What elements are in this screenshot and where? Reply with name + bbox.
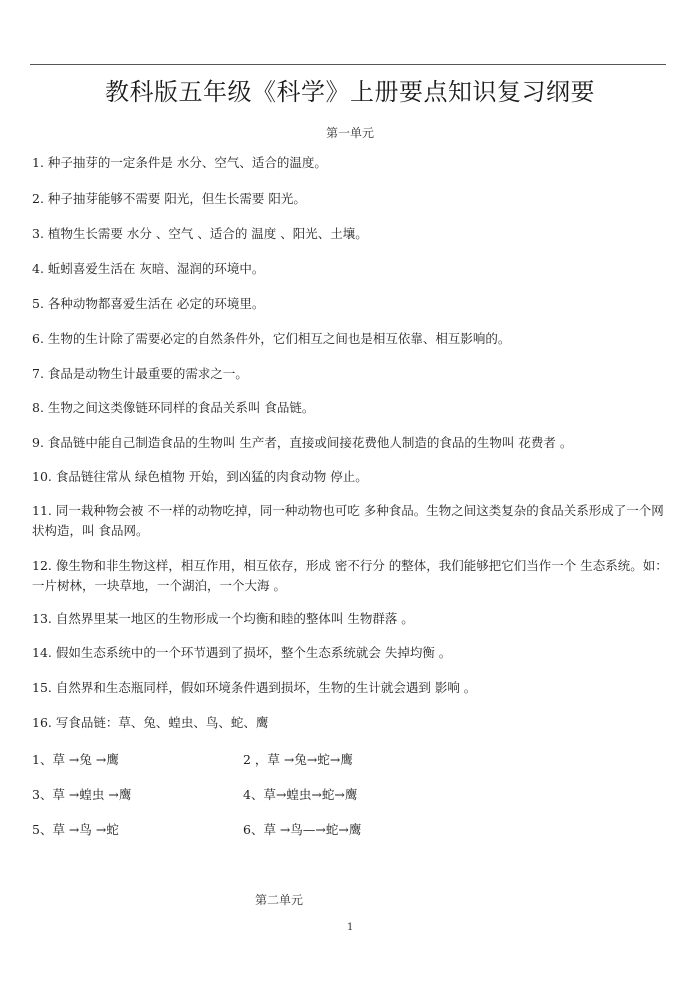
list-item: 6. 生物的生计除了需要必定的自然条件外，它们相互之间也是相互依靠、相互影响的。	[32, 331, 511, 346]
food-chain-item: 5、草 →鸟 →蛇	[32, 822, 119, 837]
list-item: 5. 各种动物都喜爱生活在 必定的环境里。	[32, 296, 265, 311]
list-item: 3. 植物生长需要 水分 、空气 、适合的 温度 、阳光、土壤。	[32, 226, 368, 241]
page-title: 教科版五年级《科学》上册要点知识复习纲要	[105, 78, 595, 106]
list-item: 14. 假如生态系统中的一个环节遇到了损坏，整个生态系统就会 失掉均衡 。	[32, 645, 452, 660]
list-item: 4. 蚯蚓喜爱生活在 灰暗、湿润的环境中。	[32, 261, 265, 276]
unit-heading-2: 第二单元	[255, 893, 304, 907]
list-item: 2. 种子抽芽能够不需要 阳光，但生长需要 阳光。	[32, 191, 306, 206]
food-chain-item: 6、草 →鸟—→蛇→鹰	[243, 822, 362, 837]
page-number: 1	[347, 922, 354, 933]
list-item: 10. 食品链往常从 绿色植物 开始，到凶猛的肉食动物 停止。	[32, 469, 368, 484]
list-item: 13. 自然界里某一地区的生物形成一个均衡和睦的整体叫 生物群落 。	[32, 611, 414, 626]
food-chain-item: 2 ，草 →兔→蛇→鹰	[243, 752, 353, 767]
list-item: 9. 食品链中能自己制造食品的生物叫 生产者，直接或间接花费他人制造的食品的生物叫 花费者 。	[32, 435, 573, 450]
list-item: 15. 自然界和生态瓶同样，假如环境条件遇到损坏，生物的生计就会遇到 影响 。	[32, 680, 477, 695]
food-chain-item: 1、草 →兔 →鹰	[32, 752, 119, 767]
list-item: 1. 种子抽芽的一定条件是 水分、空气、适合的温度。	[32, 155, 327, 170]
list-item: 8. 生物之间这类像链环同样的食品关系叫 食品链。	[32, 400, 315, 415]
header-rule	[30, 64, 666, 65]
food-chain-item: 4、草→蝗虫→蛇→鹰	[243, 787, 358, 802]
list-item: 7. 食品是动物生计最重要的需求之一。	[32, 366, 248, 381]
list-item: 16. 写食品链：草、兔、蝗虫、鸟、蛇、鹰	[32, 715, 269, 730]
food-chain-item: 3、草 →蝗虫 →鹰	[32, 787, 132, 802]
list-item: 11. 同一栽种物会被 不一样的动物吃掉，同一种动物也可吃 多种食品。生物之间这类复杂的食品关系形成了一个网状构造，叫 食品网。	[32, 503, 664, 538]
unit-heading-1: 第一单元	[325, 126, 374, 140]
list-item: 12. 像生物和非生物这样，相互作用，相互依存，形成 密不行分 的整体，我们能够把它们当作一个 生态系统。如： 一片树林，一块草地，一个湖泊，一个大海 。	[32, 558, 668, 593]
